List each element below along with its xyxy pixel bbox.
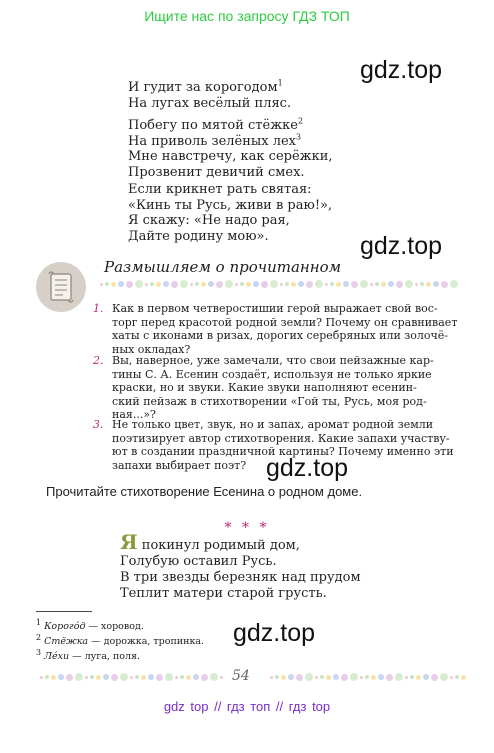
decorative-dot [416,675,421,680]
decorative-dot [141,675,146,680]
poem-stanza-1 [128,80,291,111]
question-line: ная...»? [112,408,156,421]
decorative-dot [145,283,148,286]
question-line: ский пейзаж в стихотворении «Гой ты, Русь, моя род- [112,394,427,408]
decorative-dot [135,675,139,679]
poem-line: На приволь зелёных лех [128,133,296,149]
page-number: 54 [232,668,250,684]
decorative-dot [163,281,169,287]
poem-line: Если крикнет рать святая: [128,182,312,197]
question-number: 1. [93,302,104,315]
decorative-dot [378,674,384,680]
question-line: Не только цвет, звук, но и запах, аромат родной земли [112,418,434,431]
footnotes [36,617,204,662]
decorative-dot [210,673,218,681]
footnote: $^1$ Корогóд — хоровод. [36,618,144,633]
decorative-dot [180,675,184,679]
decorative-dot [395,673,403,681]
decorative-dot [291,282,296,287]
decorative-dot [270,280,278,288]
decorative-dot [333,674,339,680]
decorative-dot [190,283,193,286]
decorative-dot [371,675,376,680]
decorative-dot [275,675,279,679]
decorative-dot [90,675,94,679]
footnote: $^2$ Стёжка — дорожка, тропинка. [36,633,205,648]
decorative-dot [156,674,163,681]
decorative-dot [135,280,143,288]
top-banner[interactable]: Ищите нас по запросу ГДЗ ТОП [144,8,350,24]
decorative-dot [150,282,154,286]
decorative-dot [415,283,418,286]
decorative-dot [118,281,124,287]
decorative-dot [405,280,413,288]
decorative-dot [40,676,43,679]
decorative-dot [360,280,368,288]
section-title: Размышляем о прочитанном [104,258,342,276]
decorative-dot [175,676,178,679]
footnote: $^3$ Лéхи — луга, поля. [36,648,141,663]
poem-line: покинул родимый дом, [137,538,300,553]
decorative-dot [423,674,429,680]
decorative-dot [296,674,303,681]
decorative-dot [58,674,64,680]
question-1 [112,302,462,356]
question-line: хаты с иконами в ризах, дорогих серебряных или золочё- [112,329,449,342]
watermark: gdz.top [266,454,349,482]
footnote-ref: 3 [295,132,302,142]
decorative-dot [96,675,101,680]
question-line: запахи выбирает поэт? [112,458,247,472]
decorative-dot [280,283,283,286]
decorative-dot [410,675,414,679]
decorative-dot [365,675,369,679]
decorative-dot [105,282,109,286]
decorative-dot [336,282,341,287]
question-line: тины С. А. Есенин создаёт, используя не только яркие [112,367,432,381]
decorative-dot [388,281,394,287]
decorative-dots [100,280,458,288]
decorative-dot [261,281,268,288]
scroll-icon [36,262,86,312]
poem-line: Теплит матери старой грусть. [120,586,327,601]
decorative-dot [320,675,324,679]
decorative-dot [193,674,199,680]
question-line: ют в создании праздничной картины? Почему именно эти [112,445,454,458]
instruction-text: Прочитайте стихотворение Есенина о родном доме. [46,484,363,499]
stars-divider: * * * [224,520,270,536]
decorative-dot [208,281,214,287]
decorative-dot [288,674,294,680]
decorative-dot [111,282,116,287]
decorative-dot [100,283,103,286]
decorative-dot [220,676,223,679]
poem-stanza-3 [128,182,332,244]
question-number: 2. [93,354,104,367]
decorative-dot [440,673,448,681]
decorative-dot [45,675,49,679]
decorative-dot [216,281,223,288]
decorative-dot [426,282,431,287]
decorative-dot [375,282,379,286]
poem-line: В три звезды березняк над прудом [120,570,361,585]
decorative-dot [330,282,334,286]
decorative-dot [298,281,304,287]
decorative-dot [201,282,206,287]
decorative-dot [315,676,318,679]
decorative-dot [235,283,238,286]
decorative-dot [120,673,128,681]
decorative-dot [85,676,88,679]
decorative-dot [420,282,424,286]
decorative-dot [350,673,358,681]
drop-cap: Я [120,530,138,554]
decorative-dot [285,282,289,286]
decorative-dot [103,674,109,680]
decorative-dot [381,282,386,287]
watermark: gdz.top [360,56,443,84]
question-line: краски, но и звуки. Какие звуки наполняют есенин- [112,381,417,394]
question-line: Вы, наверное, уже замечали, что свои пейзажные кар- [112,354,434,367]
decorative-dot [450,280,458,288]
decorative-dot [343,281,349,287]
footnote-ref: 2 [297,116,304,126]
poem-line: Голубую оставил Русь. [120,554,277,569]
decorative-dot [126,281,133,288]
bottom-banner[interactable]: gdz top // гдз топ // гдз top [163,699,331,714]
decorative-dot [253,281,259,287]
decorative-dot [461,675,466,680]
decorative-dot [111,674,118,681]
decorative-dots [270,673,466,681]
footnote-ref: 1 [277,78,283,88]
decorative-dot [156,282,161,287]
decorative-dot [433,281,439,287]
decorative-dot [360,676,363,679]
decorative-dot [225,280,233,288]
decorative-dot [75,673,83,681]
decorative-dot [441,281,448,288]
poem-line: Прозвенит девичий смех. [128,164,305,180]
decorative-dot [306,281,313,288]
decorative-dot [201,674,208,681]
decorative-dot [66,674,73,681]
poem-line: Мне навстречу, как серёжки, [128,149,333,164]
footnote-divider [36,611,92,612]
decorative-dot [325,283,328,286]
decorative-dot [450,676,453,679]
question-line: ных окладах? [112,342,191,356]
decorative-dot [326,675,331,680]
decorative-dot [305,673,313,681]
decorative-dot [165,673,173,681]
decorative-dot [281,675,286,680]
poem-line: Дайте родину мою». [128,228,269,244]
watermark: gdz.top [360,232,443,260]
decorative-dot [431,674,438,681]
decorative-dot [370,283,373,286]
decorative-dot [270,676,273,679]
poem-line: «Кинь ты Русь, живи в раю!», [128,197,333,213]
decorative-dot [386,674,393,681]
decorative-dot [130,676,133,679]
decorative-dot [51,675,56,680]
poem-stanza-2 [128,118,333,180]
decorative-dot [186,675,191,680]
decorative-dot [351,281,358,288]
watermark: gdz.top [233,619,316,647]
poem-line: Побегу по мятой стёжке [128,118,298,133]
decorative-dot [195,282,199,286]
decorative-dot [455,675,459,679]
question-number: 3. [93,418,104,431]
poem-2 [120,530,361,602]
decorative-dot [240,282,244,286]
question-line: поэтизирует автор стихотворения. Какие запахи участву- [112,431,450,445]
decorative-dot [396,281,403,288]
question-line: Как в первом четверостишии герой выражает свой вос- [112,302,438,315]
decorative-dots [40,673,223,681]
poem-line: И гудит за корогодом [128,80,278,95]
poem-line: На лугах весёлый пляс. [128,95,292,111]
decorative-dot [246,282,251,287]
question-line: торг перед красотой родной земли? Почему он сравнивает [112,315,458,329]
decorative-dot [341,674,348,681]
poem-line: Я скажу: «Не надо рая, [128,213,290,228]
question-3 [112,418,462,472]
decorative-dot [180,280,188,288]
decorative-dot [148,674,154,680]
decorative-dot [171,281,178,288]
decorative-dot [315,280,323,288]
decorative-dot [405,676,408,679]
question-2 [112,354,462,422]
